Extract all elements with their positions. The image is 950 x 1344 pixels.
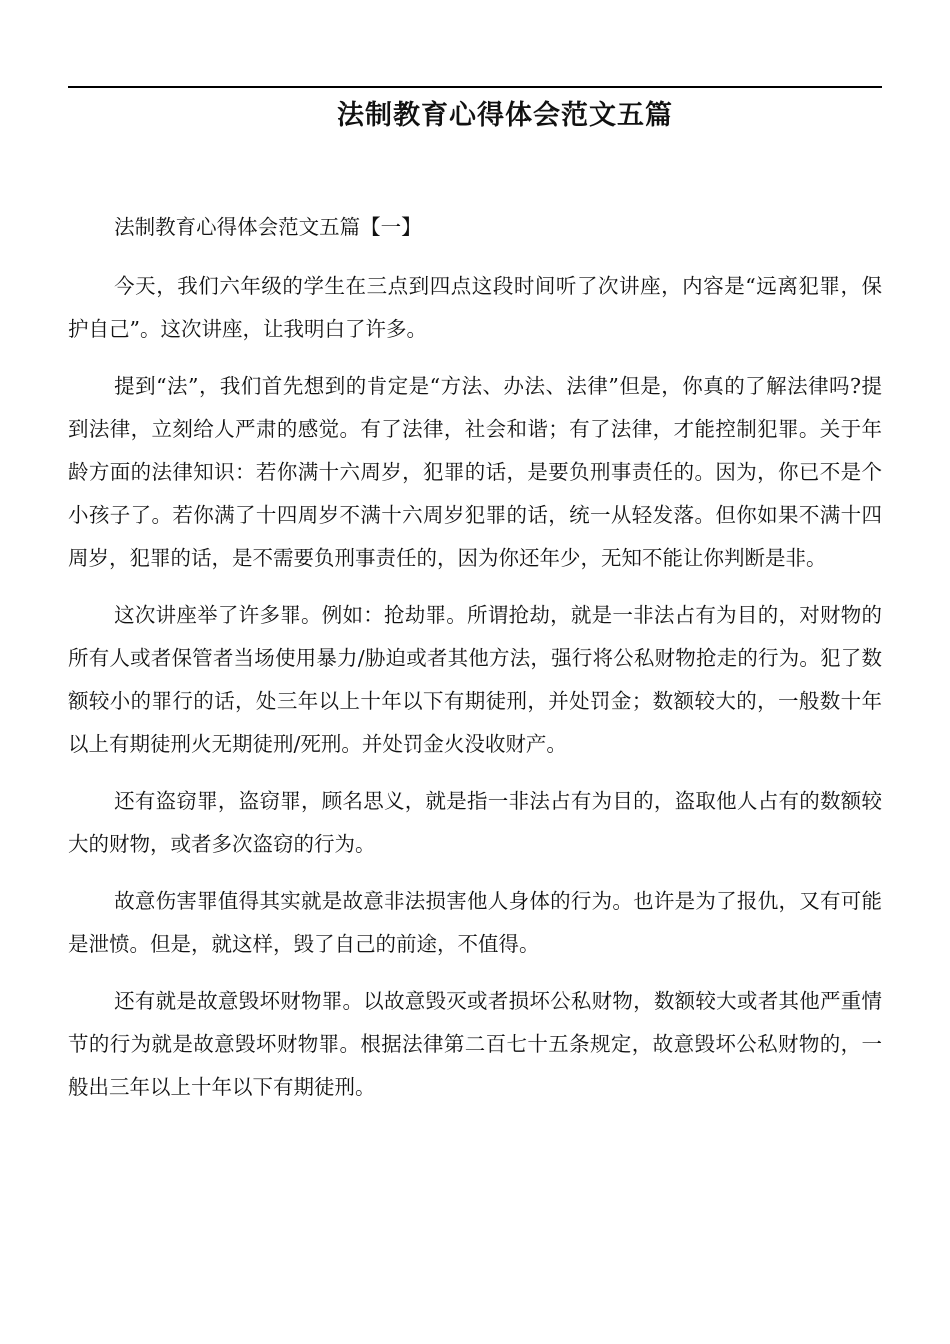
document-title: 法制教育心得体会范文五篇 — [337, 100, 673, 131]
paragraph-3: 这次讲座举了许多罪。例如：抢劫罪。所谓抢劫，就是一非法占有为目的，对财物的所有人或者保管者当场使用暴力/胁迫或者其他方法，强行将公私财物抢走的行为。犯了数额较小的罪行的话，处三年以上十年以下有期徒刑，并处罚金；数额较大的，一般数十年以上有期徒刑火无期徒刑/死刑。并处罚金火没收财产。 — [68, 603, 882, 756]
paragraph-6: 还有就是故意毁坏财物罪。以故意毁灭或者损坏公私财物，数额较大或者其他严重情节的行为就是故意毁坏财物罪。根据法律第二百七十五条规定，故意毁坏公私财物的，一般出三年以上十年以下有期徒刑。 — [68, 989, 882, 1099]
paragraph-5: 故意伤害罪值得其实就是故意非法损害他人身体的行为。也许是为了报仇，又有可能是泄愤。但是，就这样，毁了自己的前途，不值得。 — [68, 889, 882, 956]
section-heading: 法制教育心得体会范文五篇【一】 — [114, 215, 422, 239]
header-rule — [68, 86, 882, 88]
document-body — [68, 206, 882, 1123]
paragraph-2: 提到“法”，我们首先想到的肯定是“方法、办法、法律”但是，你真的了解法律吗?提到法律，立刻给人严肃的感觉。有了法律，社会和谐；有了法律，才能控制犯罪。关于年龄方面的法律知识：若你满十六周岁，犯罪的话，是要负刑事责任的。因为，你已不是个小孩子了。若你满了十四周岁不满十六周岁犯罪的话，统一从轻发落。但你如果不满十四周岁，犯罪的话，是不需要负刑事责任的，因为你还年少，无知不能让你判断是非。 — [68, 374, 882, 570]
paragraph-4: 还有盗窃罪，盗窃罪，顾名思义，就是指一非法占有为目的，盗取他人占有的数额较大的财物，或者多次盗窃的行为。 — [68, 789, 882, 856]
paragraph-1: 今天，我们六年级的学生在三点到四点这段时间听了次讲座，内容是“远离犯罪，保护自己”。这次讲座，让我明白了许多。 — [68, 274, 882, 341]
